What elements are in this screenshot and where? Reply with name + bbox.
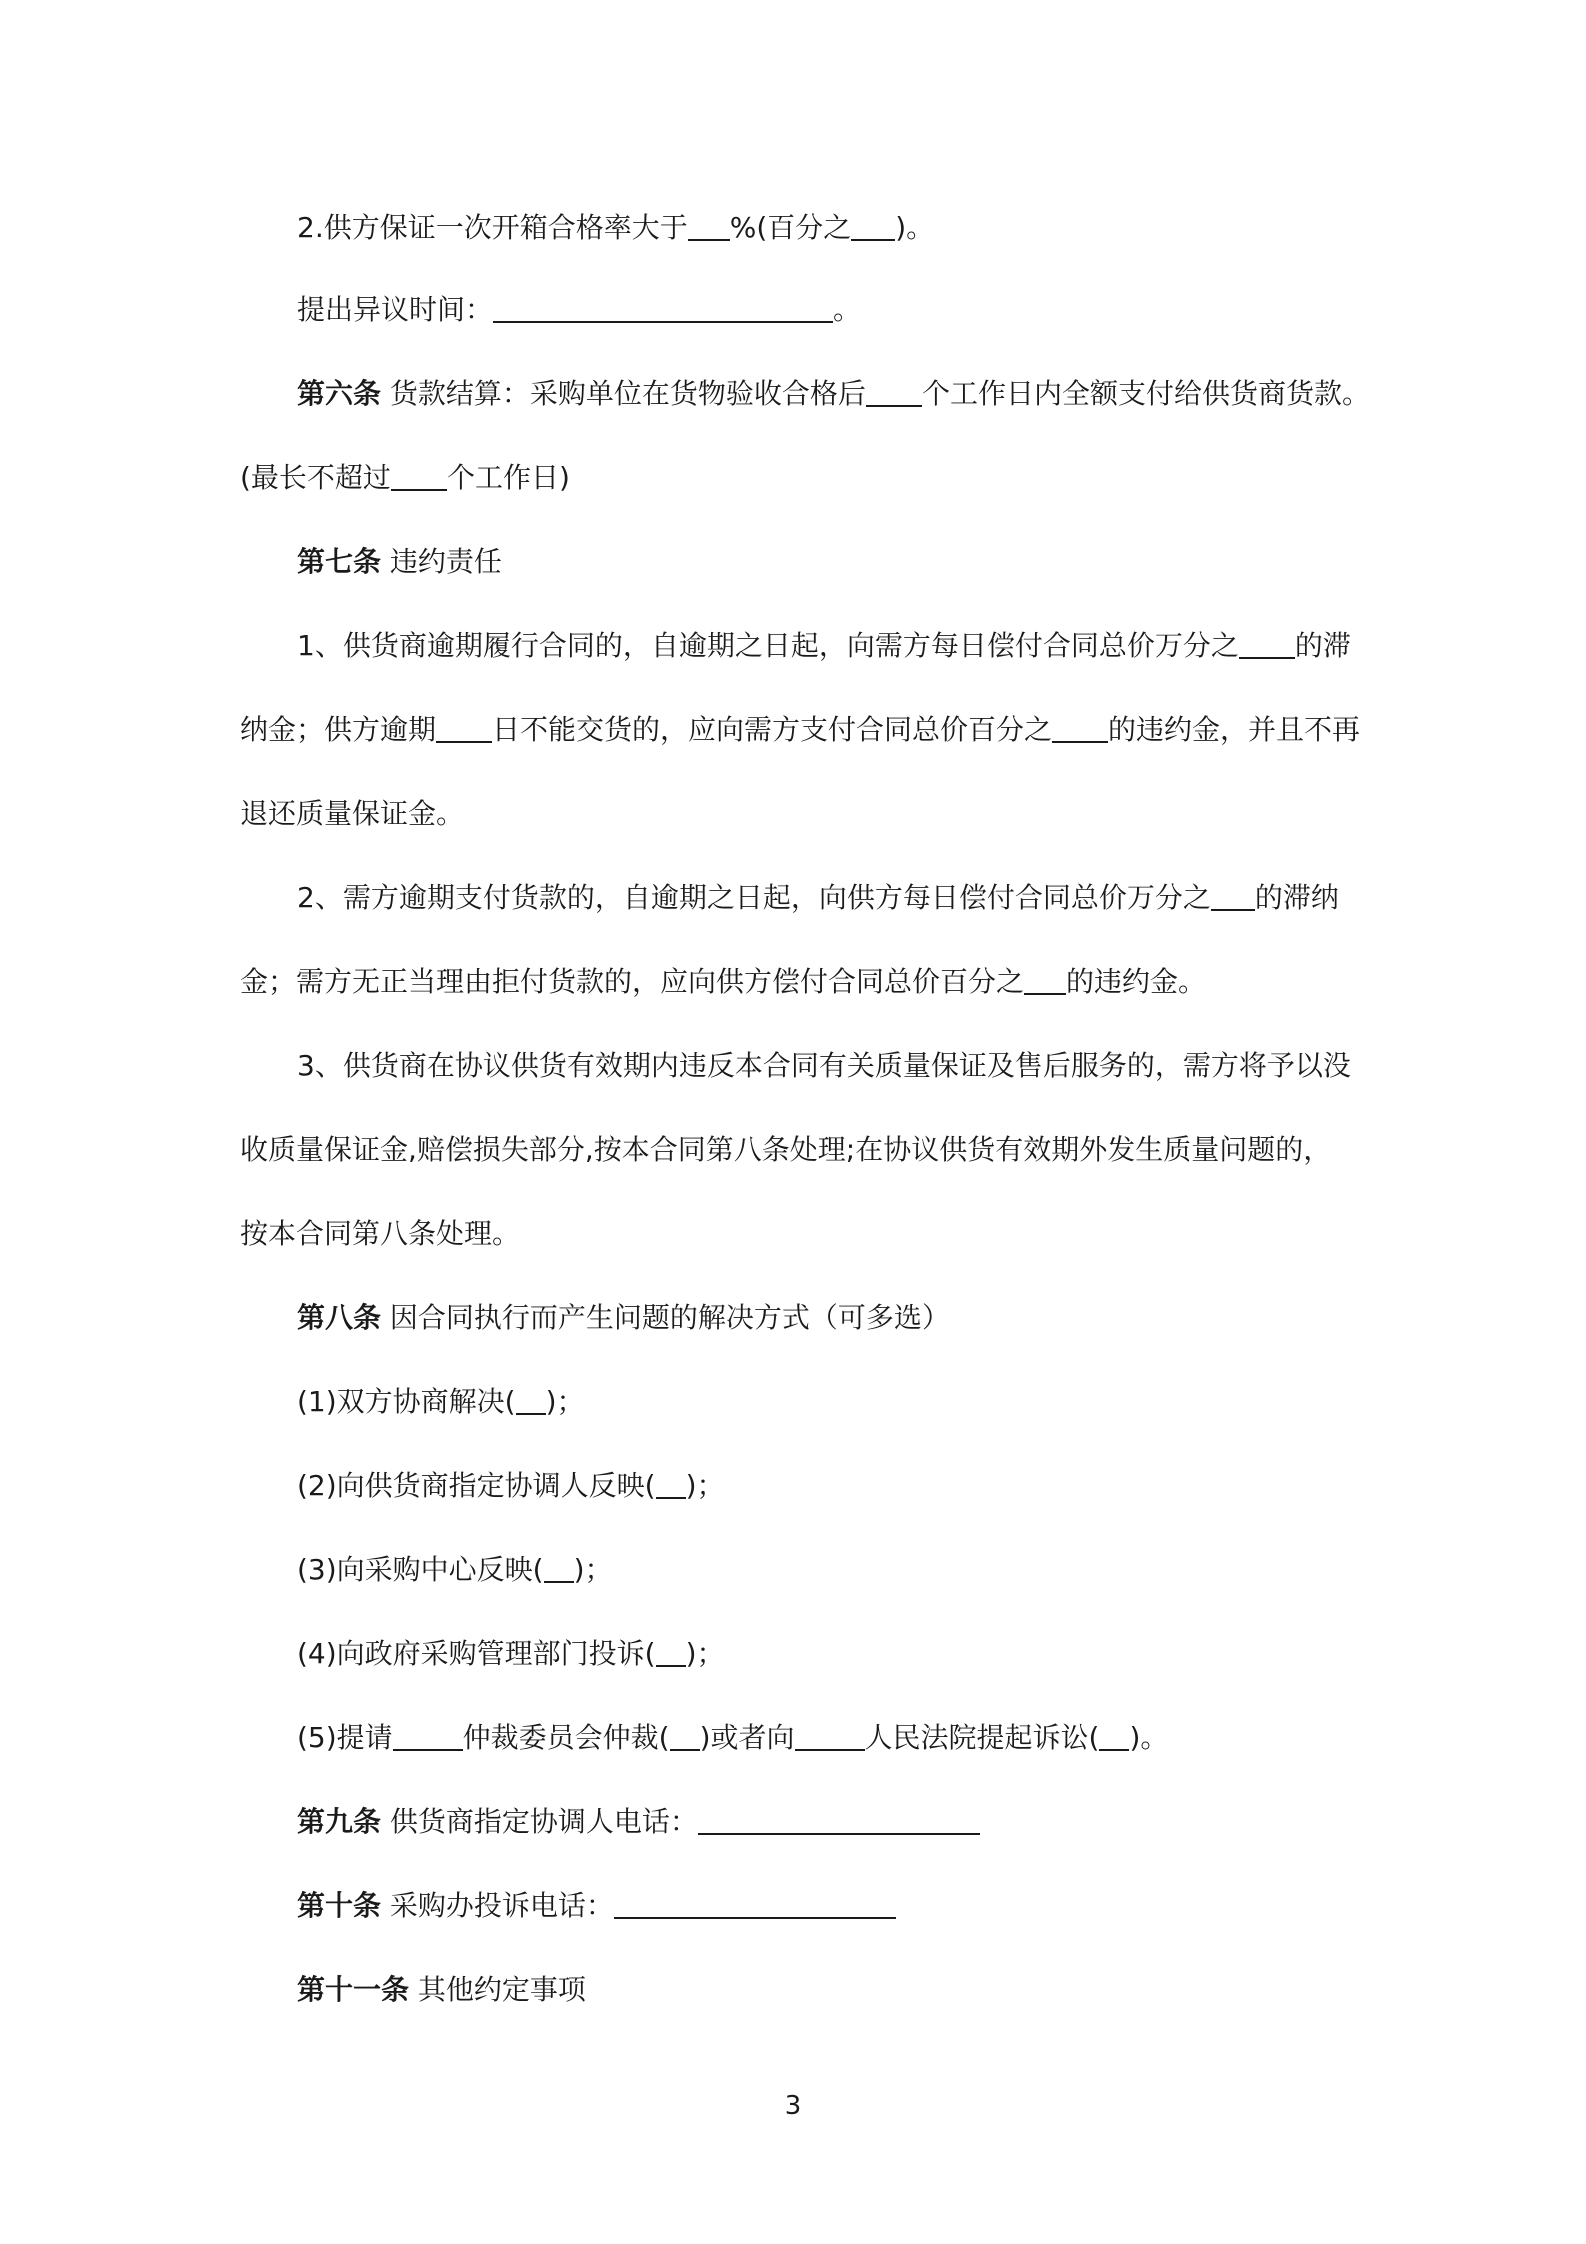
article-8-option-5: (5)提请 仲裁委员会仲裁( )或者向 人民法院提起诉讼( )。 <box>297 1721 1169 1754</box>
page-number: 3 <box>784 2091 802 2121</box>
article-7-item-2: 2、需方逾期支付货款的，自逾期之日起，向供方每日偿付合同总价万分之 的滞纳 <box>297 881 1339 914</box>
article-7-item-1-cont: 纳金；供方逾期 日不能交货的，应向需方支付合同总价百分之 的违约金，并且不再 <box>240 713 1361 746</box>
objection-time-line: 提出异议时间： 。 <box>297 293 862 326</box>
checkbox-blank <box>1099 1721 1129 1751</box>
article-7-item-3-cont: 收质量保证金,赔偿损失部分,按本合同第八条处理;在协议供货有效期外发生质量问题的， <box>240 1133 1332 1166</box>
blank-field <box>866 377 922 407</box>
blank-field <box>1211 881 1255 911</box>
article-6-note: (最长不超过 个工作日) <box>240 461 570 494</box>
blank-field <box>393 1721 463 1751</box>
checkbox-blank <box>656 1637 686 1667</box>
checkbox-blank <box>656 1469 686 1499</box>
checkbox-blank <box>544 1553 574 1583</box>
article-9: 第九条 供货商指定协调人电话： <box>297 1802 980 1842</box>
checkbox-blank <box>516 1385 546 1415</box>
article-7-item-2-cont: 金；需方无正当理由拒付货款的，应向供方偿付合同总价百分之 的违约金。 <box>240 965 1207 998</box>
article-7-heading: 第七条 违约责任 <box>297 545 502 578</box>
blank-field <box>1052 713 1108 743</box>
blank-field <box>698 1805 980 1835</box>
article-8-option-4: (4)向政府采购管理部门投诉( )； <box>297 1637 725 1670</box>
article-11-heading: 第十一条 其他约定事项 <box>297 1973 586 2006</box>
article-10: 第十条 采购办投诉电话： <box>297 1886 896 1926</box>
blank-field <box>795 1721 865 1751</box>
article-7-item-3: 3、供货商在协议供货有效期内违反本合同有关质量保证及售后服务的，需方将予以没 <box>297 1049 1351 1082</box>
blank-field <box>614 1889 896 1919</box>
blank-field <box>851 211 895 241</box>
blank-field <box>436 713 492 743</box>
blank-field <box>493 293 833 323</box>
article-7-item-1-end: 退还质量保证金。 <box>240 797 465 830</box>
article-8-option-2: (2)向供货商指定协调人反映( )； <box>297 1469 725 1502</box>
article-8-heading: 第八条 因合同执行而产生问题的解决方式（可多选） <box>297 1301 950 1334</box>
article-6: 第六条 货款结算：采购单位在货物验收合格后 个工作日内全额支付给供货商货款。 <box>297 377 1370 410</box>
article-8-option-3: (3)向采购中心反映( )； <box>297 1553 613 1586</box>
blank-field <box>1239 629 1295 659</box>
blank-field <box>1024 965 1066 995</box>
blank-field <box>688 211 730 241</box>
blank-field <box>391 461 447 491</box>
clause-5-item-2: 2.供方保证一次开箱合格率大于 %(百分之 )。 <box>297 211 935 244</box>
article-7-item-3-end: 按本合同第八条处理。 <box>240 1217 521 1250</box>
checkbox-blank <box>670 1721 700 1751</box>
article-7-item-1: 1、供货商逾期履行合同的，自逾期之日起，向需方每日偿付合同总价万分之 的滞 <box>297 629 1351 662</box>
article-8-option-1: (1)双方协商解决( )； <box>297 1385 585 1418</box>
